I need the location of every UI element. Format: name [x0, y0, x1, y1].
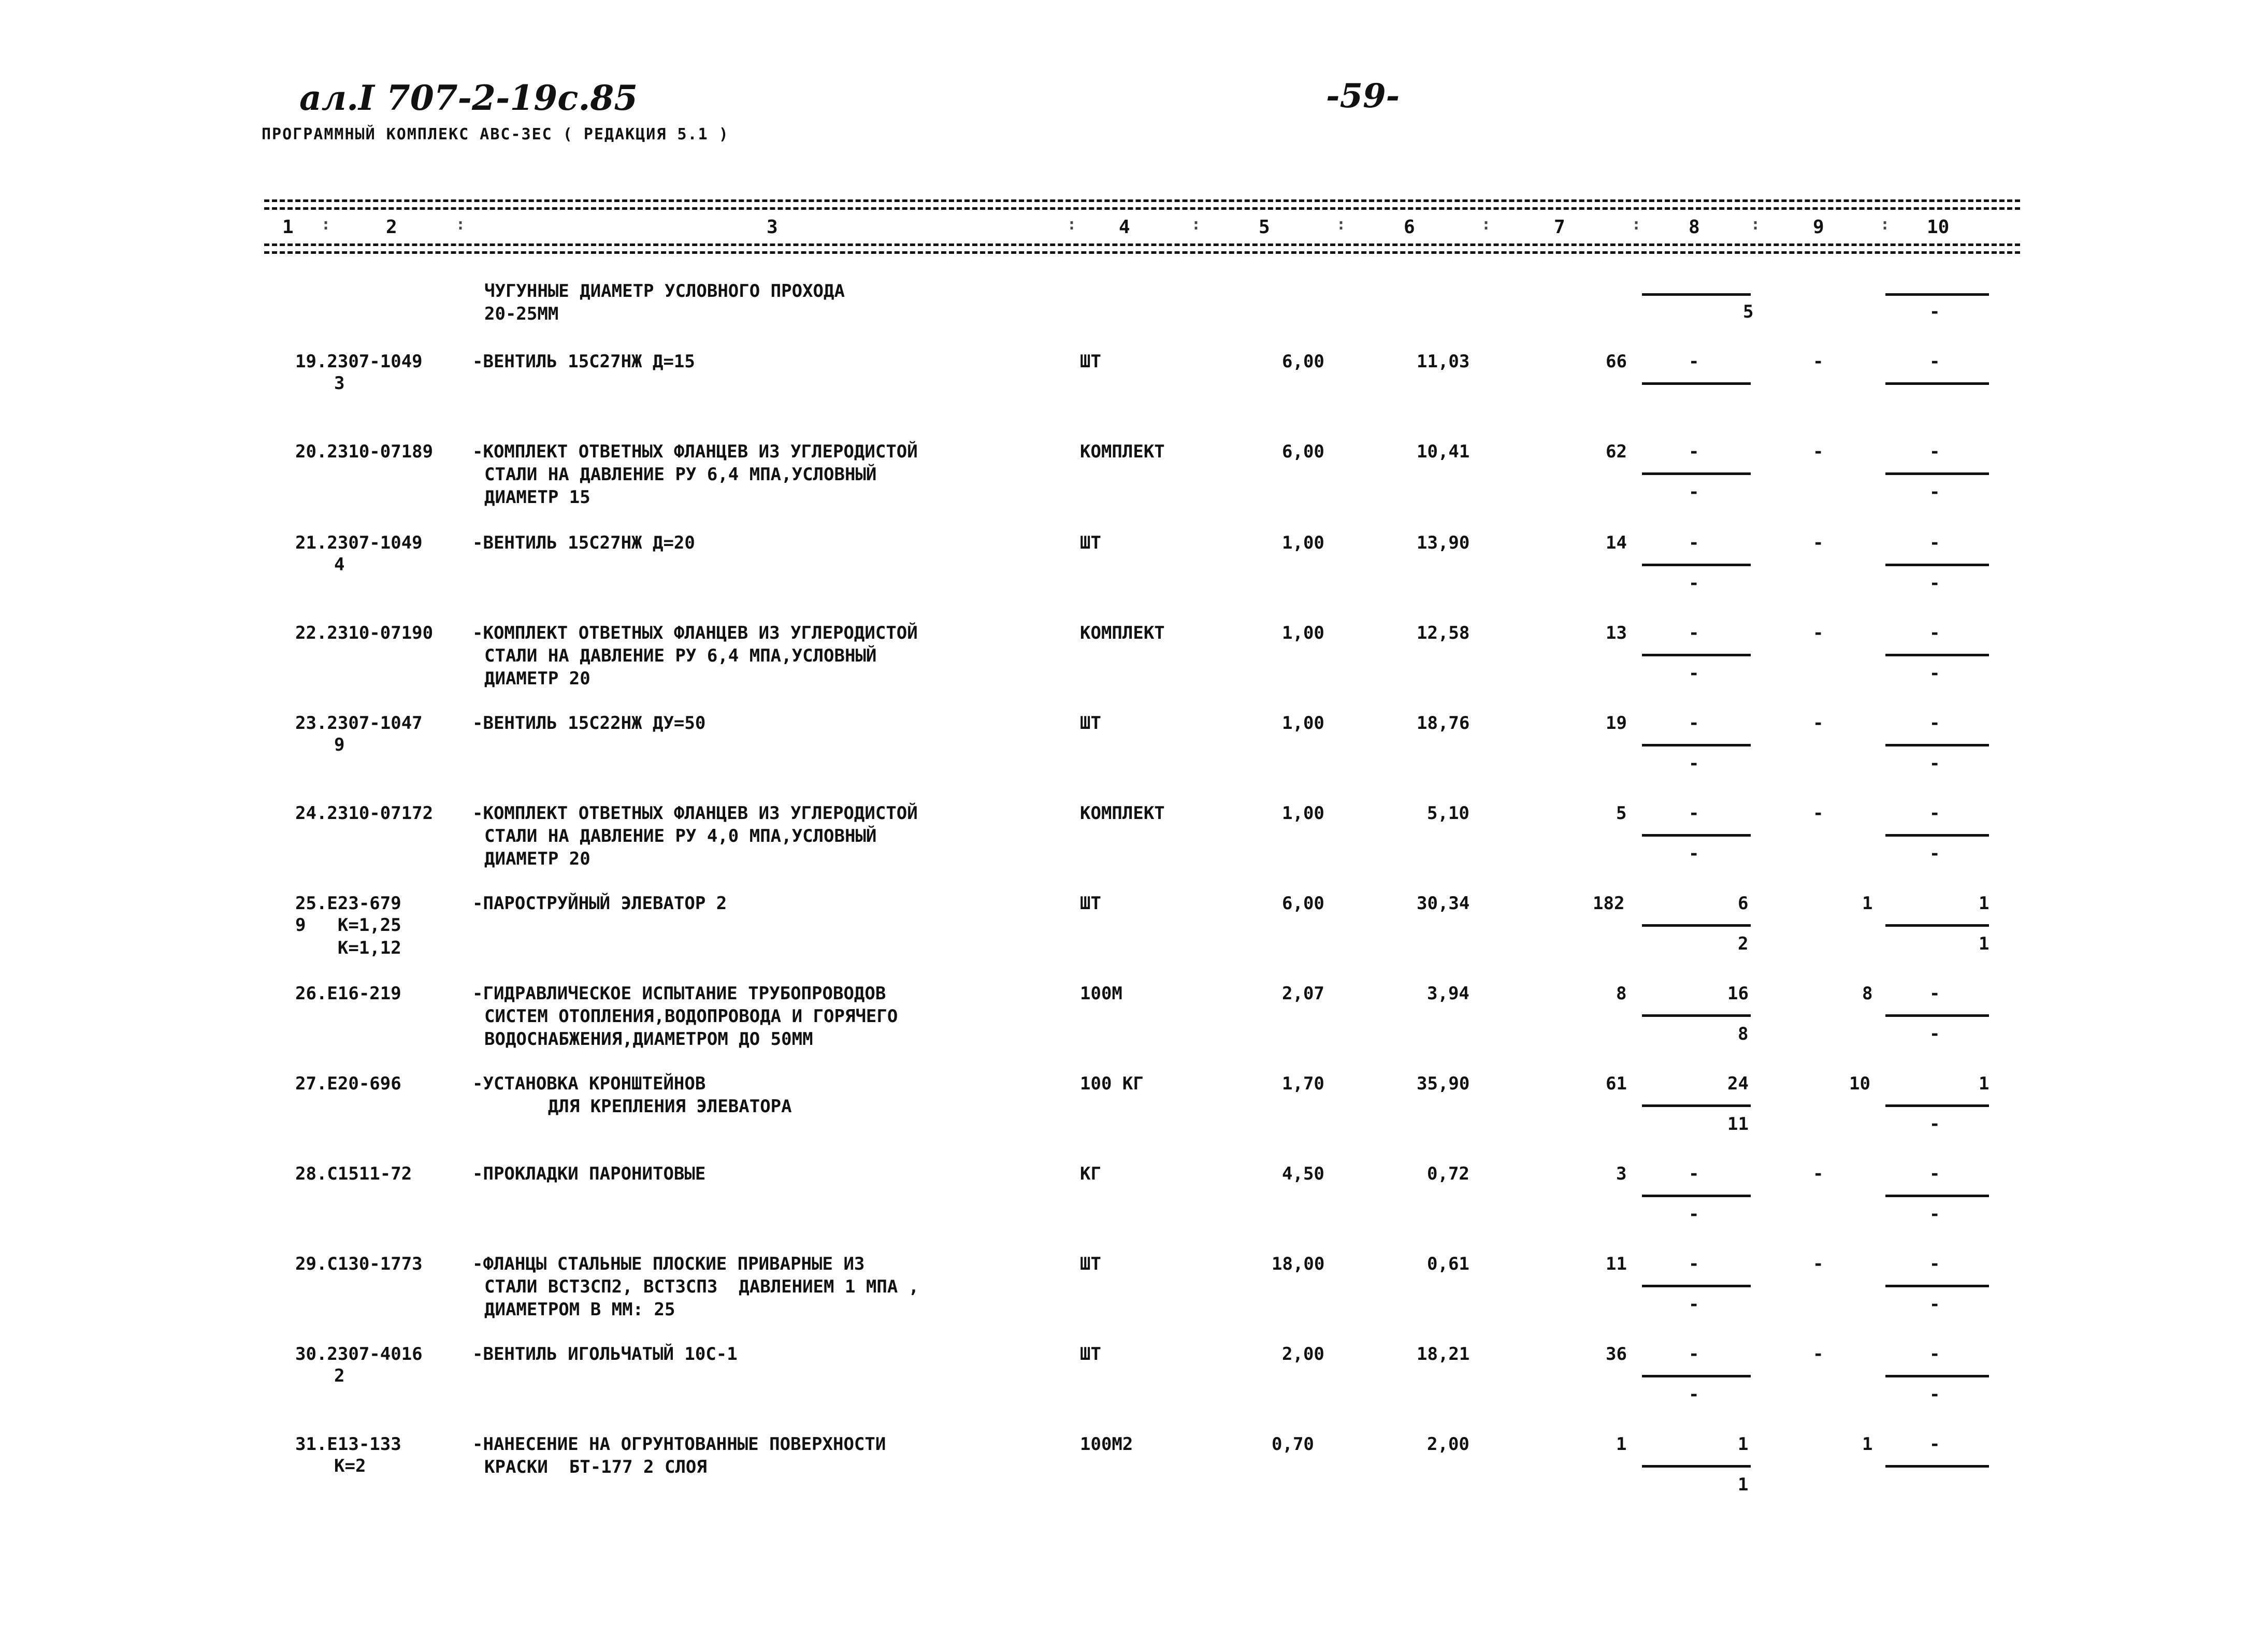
row-col8-sub: -	[1689, 753, 1699, 774]
row-description-line: -ВЕНТИЛЬ 15С27НЖ Д=20	[472, 533, 695, 553]
row-description-line: -КОМПЛЕКТ ОТВЕТНЫХ ФЛАНЦЕВ ИЗ УГЛЕРОДИСТОЙ	[472, 623, 918, 643]
col-separator: :	[1632, 216, 1641, 234]
row-unit-price: 0,61	[1427, 1254, 1469, 1274]
program-line: ПРОГРАММНЫЙ КОМПЛЕКС АВС-3ЕС ( РЕДАКЦИЯ 5.1 )	[262, 125, 729, 143]
row-description-line: -ВЕНТИЛЬ ИГОЛЬЧАТЫЙ 10С-1	[472, 1344, 738, 1364]
row-description-line: ДЛЯ КРЕПЛЕНИЯ ЭЛЕВАТОРА	[484, 1096, 792, 1117]
row-col8-sub: -	[1689, 1204, 1699, 1225]
row-unit: ШТ	[1080, 893, 1101, 914]
col8-rule	[1642, 1014, 1751, 1017]
row-col10-sub: -	[1929, 1384, 1940, 1405]
row-col10: -	[1929, 1344, 1940, 1364]
row-total: 8	[1616, 983, 1627, 1004]
row-description-line: ВОДОСНАБЖЕНИЯ,ДИАМЕТРОМ ДО 50ММ	[484, 1029, 813, 1050]
row-code: 26.Е16-219	[295, 983, 401, 1004]
row-col8-sub: -	[1689, 663, 1699, 684]
handwritten-reference: ал.I 707-2-19с.85	[299, 78, 638, 118]
row-col10-sub: -	[1929, 843, 1940, 864]
col-number: 6	[1404, 217, 1415, 238]
col8-rule	[1642, 1375, 1751, 1377]
row-col9: -	[1813, 441, 1824, 462]
row-code: 19.2307-1049	[295, 351, 423, 372]
col-separator: :	[456, 216, 466, 234]
row-total: 61	[1606, 1073, 1627, 1094]
row-description-line: -КОМПЛЕКТ ОТВЕТНЫХ ФЛАНЦЕВ ИЗ УГЛЕРОДИСТОЙ	[472, 441, 918, 462]
row-col10: -	[1929, 1254, 1940, 1274]
row-description-line: ДИАМЕТР 20	[484, 849, 590, 869]
col10-rule	[1885, 1104, 1989, 1107]
row-col8: 16	[1727, 983, 1749, 1004]
row-col10-sub: -	[1929, 1204, 1940, 1225]
row-quantity: 2,07	[1282, 983, 1324, 1004]
row-description-line: -НАНЕСЕНИЕ НА ОГРУНТОВАННЫЕ ПОВЕРХНОСТИ	[472, 1434, 886, 1455]
col8-rule	[1642, 1104, 1751, 1107]
col10-rule	[1885, 1285, 1989, 1287]
col10-rule	[1885, 382, 1989, 385]
row-col10: -	[1929, 533, 1940, 553]
col-number: 10	[1927, 217, 1950, 238]
row-unit-price: 11,03	[1417, 351, 1470, 372]
row-total: 1	[1616, 1434, 1627, 1455]
row-col8-sub: 8	[1738, 1024, 1749, 1044]
row-unit: 100М2	[1080, 1434, 1133, 1455]
row-total: 19	[1606, 713, 1627, 734]
row-col9: -	[1813, 1163, 1824, 1184]
row-quantity: 1,00	[1282, 623, 1324, 643]
header-bottom-rule	[264, 243, 2020, 246]
col-number: 3	[767, 217, 778, 238]
row-total: 14	[1606, 533, 1627, 553]
row-unit: КОМПЛЕКТ	[1080, 441, 1165, 462]
col10-rule	[1885, 1465, 1989, 1468]
row-unit-price: 2,00	[1427, 1434, 1469, 1455]
row-unit: ШТ	[1080, 351, 1101, 372]
row-code: 28.С1511-72	[295, 1163, 412, 1184]
row-unit-price: 35,90	[1417, 1073, 1470, 1094]
row-col10-sub: -	[1929, 1114, 1940, 1134]
row-code: 25.Е23-679	[295, 893, 401, 914]
row-col10: -	[1929, 983, 1940, 1004]
row-total: 66	[1606, 351, 1627, 372]
row-unit-price: 3,94	[1427, 983, 1469, 1004]
row-col8-sub: 2	[1738, 933, 1749, 954]
col-separator: :	[321, 216, 331, 234]
page-number: -59-	[1326, 77, 1400, 116]
row-col8: -	[1689, 351, 1699, 372]
col-number: 7	[1554, 217, 1565, 238]
row-description-line: ДИАМЕТР 15	[484, 487, 590, 508]
col-number: 5	[1259, 217, 1270, 238]
col-number: 9	[1813, 217, 1824, 238]
col10-rule	[1885, 1195, 1989, 1197]
row-col8-sub: -	[1689, 1294, 1699, 1315]
row-total: 36	[1606, 1344, 1627, 1364]
row-unit: ШТ	[1080, 713, 1101, 734]
row-col10: -	[1929, 623, 1940, 643]
row-sub-code: 3	[334, 373, 345, 394]
col-separator: :	[1481, 216, 1491, 234]
row-sub-code: 4	[334, 554, 345, 575]
row-col10-sub: -	[1929, 1024, 1940, 1044]
row-quantity: 1,00	[1282, 803, 1324, 824]
col8-rule	[1642, 654, 1751, 656]
row-description-line: -ГИДРАВЛИЧЕСКОЕ ИСПЫТАНИЕ ТРУБОПРОВОДОВ	[472, 983, 886, 1004]
row-unit: КГ	[1080, 1163, 1101, 1184]
row-quantity: 1,00	[1282, 713, 1324, 734]
row-quantity: 6,00	[1282, 893, 1324, 914]
col8-rule	[1642, 1465, 1751, 1468]
col8-rule	[1642, 1195, 1751, 1197]
row-col10: -	[1929, 1163, 1940, 1184]
row-col9: -	[1813, 623, 1824, 643]
col-number: 4	[1119, 217, 1130, 238]
row-col8: -	[1689, 623, 1699, 643]
col8-rule	[1642, 834, 1751, 837]
row-unit-price: 18,21	[1417, 1344, 1470, 1364]
row-col8: 1	[1738, 1434, 1749, 1455]
row-col10: 1	[1979, 1073, 1990, 1094]
row-total: 3	[1616, 1163, 1627, 1184]
row-description-line: СТАЛИ НА ДАВЛЕНИЕ РУ 6,4 МПА,УСЛОВНЫЙ	[484, 464, 877, 485]
row-unit: ШТ	[1080, 1254, 1101, 1274]
row-col10-sub: -	[1929, 1294, 1940, 1315]
row-col10: -	[1929, 803, 1940, 824]
row-quantity: 6,00	[1282, 351, 1324, 372]
row-col10-sub: -	[1929, 301, 1940, 322]
row-sub-code: 9 К=1,25 К=1,12	[295, 915, 401, 958]
row-description-line: КРАСКИ БТ-177 2 СЛОЯ	[484, 1457, 707, 1477]
row-col9: 10	[1849, 1073, 1870, 1094]
col-number: 2	[386, 217, 397, 238]
row-col9: 1	[1862, 893, 1873, 914]
row-col8: -	[1689, 441, 1699, 462]
row-code: 31.Е13-133	[295, 1434, 401, 1455]
row-col10-sub: -	[1929, 753, 1940, 774]
col10-rule	[1885, 564, 1989, 566]
row-unit-price: 18,76	[1417, 713, 1470, 734]
row-description-line: ДИАМЕТРОМ В ММ: 25	[484, 1299, 675, 1320]
row-description-line: -ВЕНТИЛЬ 15С27НЖ Д=15	[472, 351, 695, 372]
row-col9: 1	[1862, 1434, 1873, 1455]
row-sub-code: 2	[334, 1366, 345, 1386]
row-code: 24.2310-07172	[295, 803, 434, 824]
col-number: 8	[1689, 217, 1700, 238]
col-number: 1	[282, 217, 294, 238]
header-bottom-rule-2	[264, 251, 2020, 254]
row-unit-price: 30,34	[1417, 893, 1470, 914]
row-code: 30.2307-4016	[295, 1344, 423, 1364]
row-col10-sub: -	[1929, 573, 1940, 594]
row-col8-sub: -	[1689, 482, 1699, 502]
row-description-line: 20-25ММ	[484, 304, 559, 324]
row-unit: 100М	[1080, 983, 1122, 1004]
row-col9: -	[1813, 1254, 1824, 1274]
row-description-line: -ПАРОСТРУЙНЫЙ ЭЛЕВАТОР 2	[472, 893, 727, 914]
row-col9: -	[1813, 351, 1824, 372]
row-col8: -	[1689, 533, 1699, 553]
row-col10: -	[1929, 1434, 1940, 1455]
row-col8: -	[1689, 1344, 1699, 1364]
col-separator: :	[1880, 216, 1890, 234]
col-separator: :	[1191, 216, 1201, 234]
row-description-line: СТАЛИ НА ДАВЛЕНИЕ РУ 6,4 МПА,УСЛОВНЫЙ	[484, 645, 877, 666]
row-description-line: -КОМПЛЕКТ ОТВЕТНЫХ ФЛАНЦЕВ ИЗ УГЛЕРОДИСТОЙ	[472, 803, 918, 824]
row-code: 23.2307-1047	[295, 713, 423, 734]
col8-rule	[1642, 472, 1751, 475]
row-description-line: -ВЕНТИЛЬ 15С22НЖ ДУ=50	[472, 713, 706, 734]
row-description-line: СТАЛИ ВСТ3СП2, ВСТ3СП3 ДАВЛЕНИЕМ 1 МПА ,	[484, 1276, 919, 1297]
row-total: 13	[1606, 623, 1627, 643]
row-col9: 8	[1862, 983, 1873, 1004]
col10-rule	[1885, 924, 1989, 927]
row-code: 27.Е20-696	[295, 1073, 401, 1094]
row-col8: -	[1689, 1163, 1699, 1184]
row-col9: -	[1813, 803, 1824, 824]
col8-rule	[1642, 744, 1751, 746]
row-description-line: -ПРОКЛАДКИ ПАРОНИТОВЫЕ	[472, 1163, 706, 1184]
col10-rule	[1885, 472, 1989, 475]
col-separator: :	[1336, 216, 1346, 234]
row-description-line: СТАЛИ НА ДАВЛЕНИЕ РУ 4,0 МПА,УСЛОВНЫЙ	[484, 826, 877, 846]
row-unit: 100 КГ	[1080, 1073, 1144, 1094]
header-top-rule	[264, 199, 2020, 202]
row-col10: -	[1929, 713, 1940, 734]
row-quantity: 0,70	[1272, 1434, 1314, 1455]
row-description-line: СИСТЕМ ОТОПЛЕНИЯ,ВОДОПРОВОДА И ГОРЯЧЕГО	[484, 1006, 898, 1027]
row-col9: -	[1813, 1344, 1824, 1364]
header-top-rule-2	[264, 207, 2020, 210]
row-total: 11	[1606, 1254, 1627, 1274]
col-separator: :	[1751, 216, 1761, 234]
row-sub-code: К=2	[334, 1456, 366, 1476]
row-unit-price: 12,58	[1417, 623, 1470, 643]
row-sub-code: 9	[334, 735, 345, 755]
row-unit-price: 0,72	[1427, 1163, 1469, 1184]
row-description-line: ЧУГУННЫЕ ДИАМЕТР УСЛОВНОГО ПРОХОДА	[484, 281, 845, 301]
row-col10-sub: -	[1929, 482, 1940, 502]
row-quantity: 2,00	[1282, 1344, 1324, 1364]
row-col8-sub: 1	[1738, 1474, 1749, 1495]
row-quantity: 6,00	[1282, 441, 1324, 462]
row-description-line: ДИАМЕТР 20	[484, 668, 590, 689]
row-col8: -	[1689, 1254, 1699, 1274]
row-col8-sub: -	[1689, 843, 1699, 864]
col10-rule	[1885, 654, 1989, 656]
row-col8-sub: -	[1689, 573, 1699, 594]
row-col9: -	[1813, 533, 1824, 553]
row-unit: КОМПЛЕКТ	[1080, 803, 1165, 824]
row-col10-sub: -	[1929, 663, 1940, 684]
col10-rule	[1885, 834, 1989, 837]
row-col10: -	[1929, 441, 1940, 462]
row-code: 29.С130-1773	[295, 1254, 423, 1274]
row-code: 22.2310-07190	[295, 623, 434, 643]
row-col10: -	[1929, 351, 1940, 372]
row-unit-price: 13,90	[1417, 533, 1470, 553]
row-code: 21.2307-1049	[295, 533, 423, 553]
row-col8-sub: 5	[1743, 301, 1754, 322]
row-col8: 24	[1727, 1073, 1749, 1094]
row-col9: -	[1813, 713, 1824, 734]
row-unit: ШТ	[1080, 1344, 1101, 1364]
col8-rule	[1642, 382, 1751, 385]
col8-rule	[1642, 924, 1751, 927]
row-col8-sub: -	[1689, 1384, 1699, 1405]
row-quantity: 18,00	[1272, 1254, 1325, 1274]
row-description-line: -ФЛАНЦЫ СТАЛЬНЫЕ ПЛОСКИЕ ПРИВАРНЫЕ ИЗ	[472, 1254, 865, 1274]
row-unit: ШТ	[1080, 533, 1101, 553]
row-col8: -	[1689, 803, 1699, 824]
col10-rule	[1885, 1375, 1989, 1377]
row-col8: -	[1689, 713, 1699, 734]
col10-rule	[1885, 293, 1989, 296]
row-unit-price: 5,10	[1427, 803, 1469, 824]
col8-rule	[1642, 1285, 1751, 1287]
row-quantity: 4,50	[1282, 1163, 1324, 1184]
col10-rule	[1885, 744, 1989, 746]
row-code: 20.2310-07189	[295, 441, 434, 462]
col10-rule	[1885, 1014, 1989, 1017]
col8-rule	[1642, 293, 1751, 296]
row-col10: 1	[1979, 893, 1990, 914]
row-unit-price: 10,41	[1417, 441, 1470, 462]
row-total: 182	[1593, 893, 1625, 914]
col8-rule	[1642, 564, 1751, 566]
row-total: 62	[1606, 441, 1627, 462]
row-quantity: 1,00	[1282, 533, 1324, 553]
col-separator: :	[1067, 216, 1077, 234]
row-col10-sub: 1	[1979, 933, 1990, 954]
row-total: 5	[1616, 803, 1627, 824]
row-col8-sub: 11	[1727, 1114, 1749, 1134]
row-quantity: 1,70	[1282, 1073, 1324, 1094]
row-unit: КОМПЛЕКТ	[1080, 623, 1165, 643]
row-col8: 6	[1738, 893, 1749, 914]
row-description-line: -УСТАНОВКА КРОНШТЕЙНОВ	[472, 1073, 706, 1094]
